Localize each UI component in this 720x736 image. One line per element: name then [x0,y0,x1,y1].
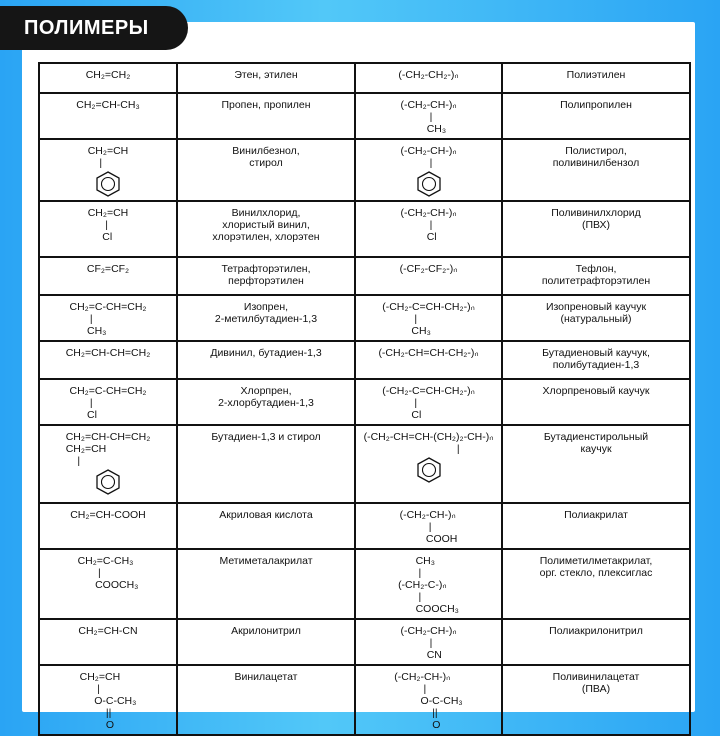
chemical-formula: CH₂=CH-CH=CH₂ CH₂=CH | [65,431,151,467]
compound-name: Полипропилен [560,99,632,111]
polymer-name-cell [502,379,690,425]
monomer-formula-cell [39,549,177,619]
compound-name: Изопрен, 2-метилбутадиен-1,3 [214,301,318,325]
compound-name: Этен, этилен [234,69,298,81]
compound-name: Винилбезнол, стирол [232,145,300,169]
chemical-formula: (-CH₂-CH-)ₙ | COOH [399,509,458,545]
monomer-formula-cell [39,201,177,257]
table-row [39,295,690,341]
chemical-formula: CH₂=CH | O-C-CH₃ || O [79,671,137,731]
polymer-formula-cell [355,93,502,139]
table-row [39,139,690,201]
monomer-formula-cell [39,665,177,735]
chemical-formula: CH₂=CH-CH=CH₂ [65,347,151,359]
polymer-formula-cell [355,665,502,735]
chemical-formula: (-CH₂-CH-)ₙ | CN [400,625,457,661]
benzene-ring-icon [416,457,442,483]
table-row [39,379,690,425]
chemical-formula: (-CH₂-C=CH-CH₂-)ₙ | CH₃ [382,301,475,337]
table-row [39,665,690,735]
polymer-formula-cell [355,139,502,201]
compound-name: Бутадиенстирольный каучук [543,431,649,455]
monomer-formula-cell [39,295,177,341]
chemical-formula: (-CH₂-CH₂-)ₙ [398,69,459,81]
monomer-formula-cell [39,619,177,665]
chemical-formula: (-CH₂-CH=CH-(CH₂)₂-CH-)ₙ | [363,431,494,455]
polymers-table [38,62,691,736]
polymer-name-cell [502,139,690,201]
table-row [39,619,690,665]
compound-name: Полиэтилен [566,69,626,81]
chemical-formula: (-CH₂-CH-)ₙ | O-C-CH₃ || O [394,671,463,731]
compound-name: Полиакрилат [564,509,628,521]
monomer-name-cell [177,425,355,503]
table-row [39,63,690,93]
compound-name: Полиакрилонитрил [549,625,643,637]
monomer-formula-cell [39,503,177,549]
chemical-formula: CH₂=CH | Cl [87,207,129,243]
monomer-formula-cell [39,63,177,93]
chemical-formula: (-CH₂-C=CH-CH₂-)ₙ | Cl [382,385,475,421]
compound-name: Поливинилацетат (ПВА) [552,671,640,695]
compound-name: Полистирол, поливинилбензол [552,145,640,169]
polymer-formula-cell [355,63,502,93]
compound-name: Пропен, пропилен [221,99,311,111]
table-row [39,425,690,503]
monomer-formula-cell [39,341,177,379]
polymer-formula-cell [355,619,502,665]
polymer-name-cell [502,503,690,549]
compound-name: Бутадиен-1,3 и стирол [211,431,321,443]
table-row [39,257,690,295]
chemical-formula: CH₃ | (-CH₂-C-)ₙ | COOCH₃ [398,555,459,615]
chemical-formula: CH₂=CH-CH₃ [76,99,140,111]
table-row [39,93,690,139]
monomer-name-cell [177,257,355,295]
polymer-formula-cell [355,201,502,257]
compound-name: Поливинилхлорид (ПВХ) [551,207,641,231]
monomer-formula-cell [39,379,177,425]
polymer-name-cell [502,619,690,665]
compound-name: Бутадиеновый каучук, полибутадиен-1,3 [542,347,650,371]
compound-name: Тефлон, политетрафторэтилен [541,263,651,287]
chemical-formula: CH₂=C-CH=CH₂ | Cl [69,385,147,421]
compound-name: Акрилонитрил [231,625,301,637]
monomer-name-cell [177,503,355,549]
polymer-name-cell [502,201,690,257]
monomer-formula-cell [39,257,177,295]
monomer-name-cell [177,379,355,425]
polymer-name-cell [502,425,690,503]
polymer-formula-cell [355,295,502,341]
benzene-ring-icon [95,171,121,197]
polymer-formula-cell [355,549,502,619]
monomer-formula-cell [39,139,177,201]
chemical-formula: (-CH₂-CH-)ₙ | CH₃ [400,99,457,135]
chemical-formula: CH₂=CH | [87,145,129,169]
compound-name: Винилацетат [234,671,298,683]
chemical-formula: CH₂=CH-COOH [70,509,146,521]
polymer-formula-cell [355,257,502,295]
polymer-name-cell [502,665,690,735]
table-row [39,201,690,257]
monomer-name-cell [177,549,355,619]
monomer-formula-cell [39,93,177,139]
compound-name: Винилхлорид, хлористый винил, хлорэтилен, хлорэтен [212,207,320,243]
compound-name: Хлорпрен, 2-хлорбутадиен-1,3 [218,385,314,409]
chemical-formula: (-CF₂-CF₂-)ₙ [399,263,458,275]
polymer-name-cell [502,295,690,341]
polymer-name-cell [502,549,690,619]
monomer-name-cell [177,63,355,93]
polymer-name-cell [502,63,690,93]
compound-name: Хлорпреновый каучук [542,385,650,397]
chemical-formula: CH₂=C-CH=CH₂ | CH₃ [69,301,147,337]
polymer-formula-cell [355,341,502,379]
chemical-formula: CH₂=C-CH₃ | COOCH₃ [77,555,139,591]
page-title: ПОЛИМЕРЫ [0,6,188,50]
polymer-name-cell [502,257,690,295]
chemical-formula: (-CH₂-CH-)ₙ | Cl [400,207,457,243]
table-row [39,341,690,379]
monomer-name-cell [177,665,355,735]
polymer-formula-cell [355,503,502,549]
chemical-formula: (-CH₂-CH=CH-CH₂-)ₙ [378,347,479,359]
chemical-formula: CF₂=CF₂ [86,263,130,275]
benzene-ring-icon [95,469,121,495]
monomer-name-cell [177,341,355,379]
monomer-name-cell [177,295,355,341]
compound-name: Метиметалакрилат [219,555,313,567]
polymer-formula-cell [355,379,502,425]
polymer-name-cell [502,341,690,379]
compound-name: Акриловая кислота [219,509,313,521]
table-row [39,549,690,619]
compound-name: Тетрафторэтилен, перфторэтилен [221,263,311,287]
chemical-formula: CH₂=CH₂ [85,69,131,81]
compound-name: Изопреновый каучук (натуральный) [545,301,647,325]
compound-name: Дивинил, бутадиен-1,3 [210,347,322,359]
monomer-name-cell [177,139,355,201]
monomer-name-cell [177,619,355,665]
table-row [39,503,690,549]
polymer-formula-cell [355,425,502,503]
compound-name: Полиметилметакрилат, орг. стекло, плексиглас [539,555,653,579]
chemical-formula: CH₂=CH-CN [78,625,138,637]
monomer-name-cell [177,93,355,139]
polymer-name-cell [502,93,690,139]
monomer-name-cell [177,201,355,257]
benzene-ring-icon [416,171,442,197]
monomer-formula-cell [39,425,177,503]
chemical-formula: (-CH₂-CH-)ₙ | [400,145,457,169]
